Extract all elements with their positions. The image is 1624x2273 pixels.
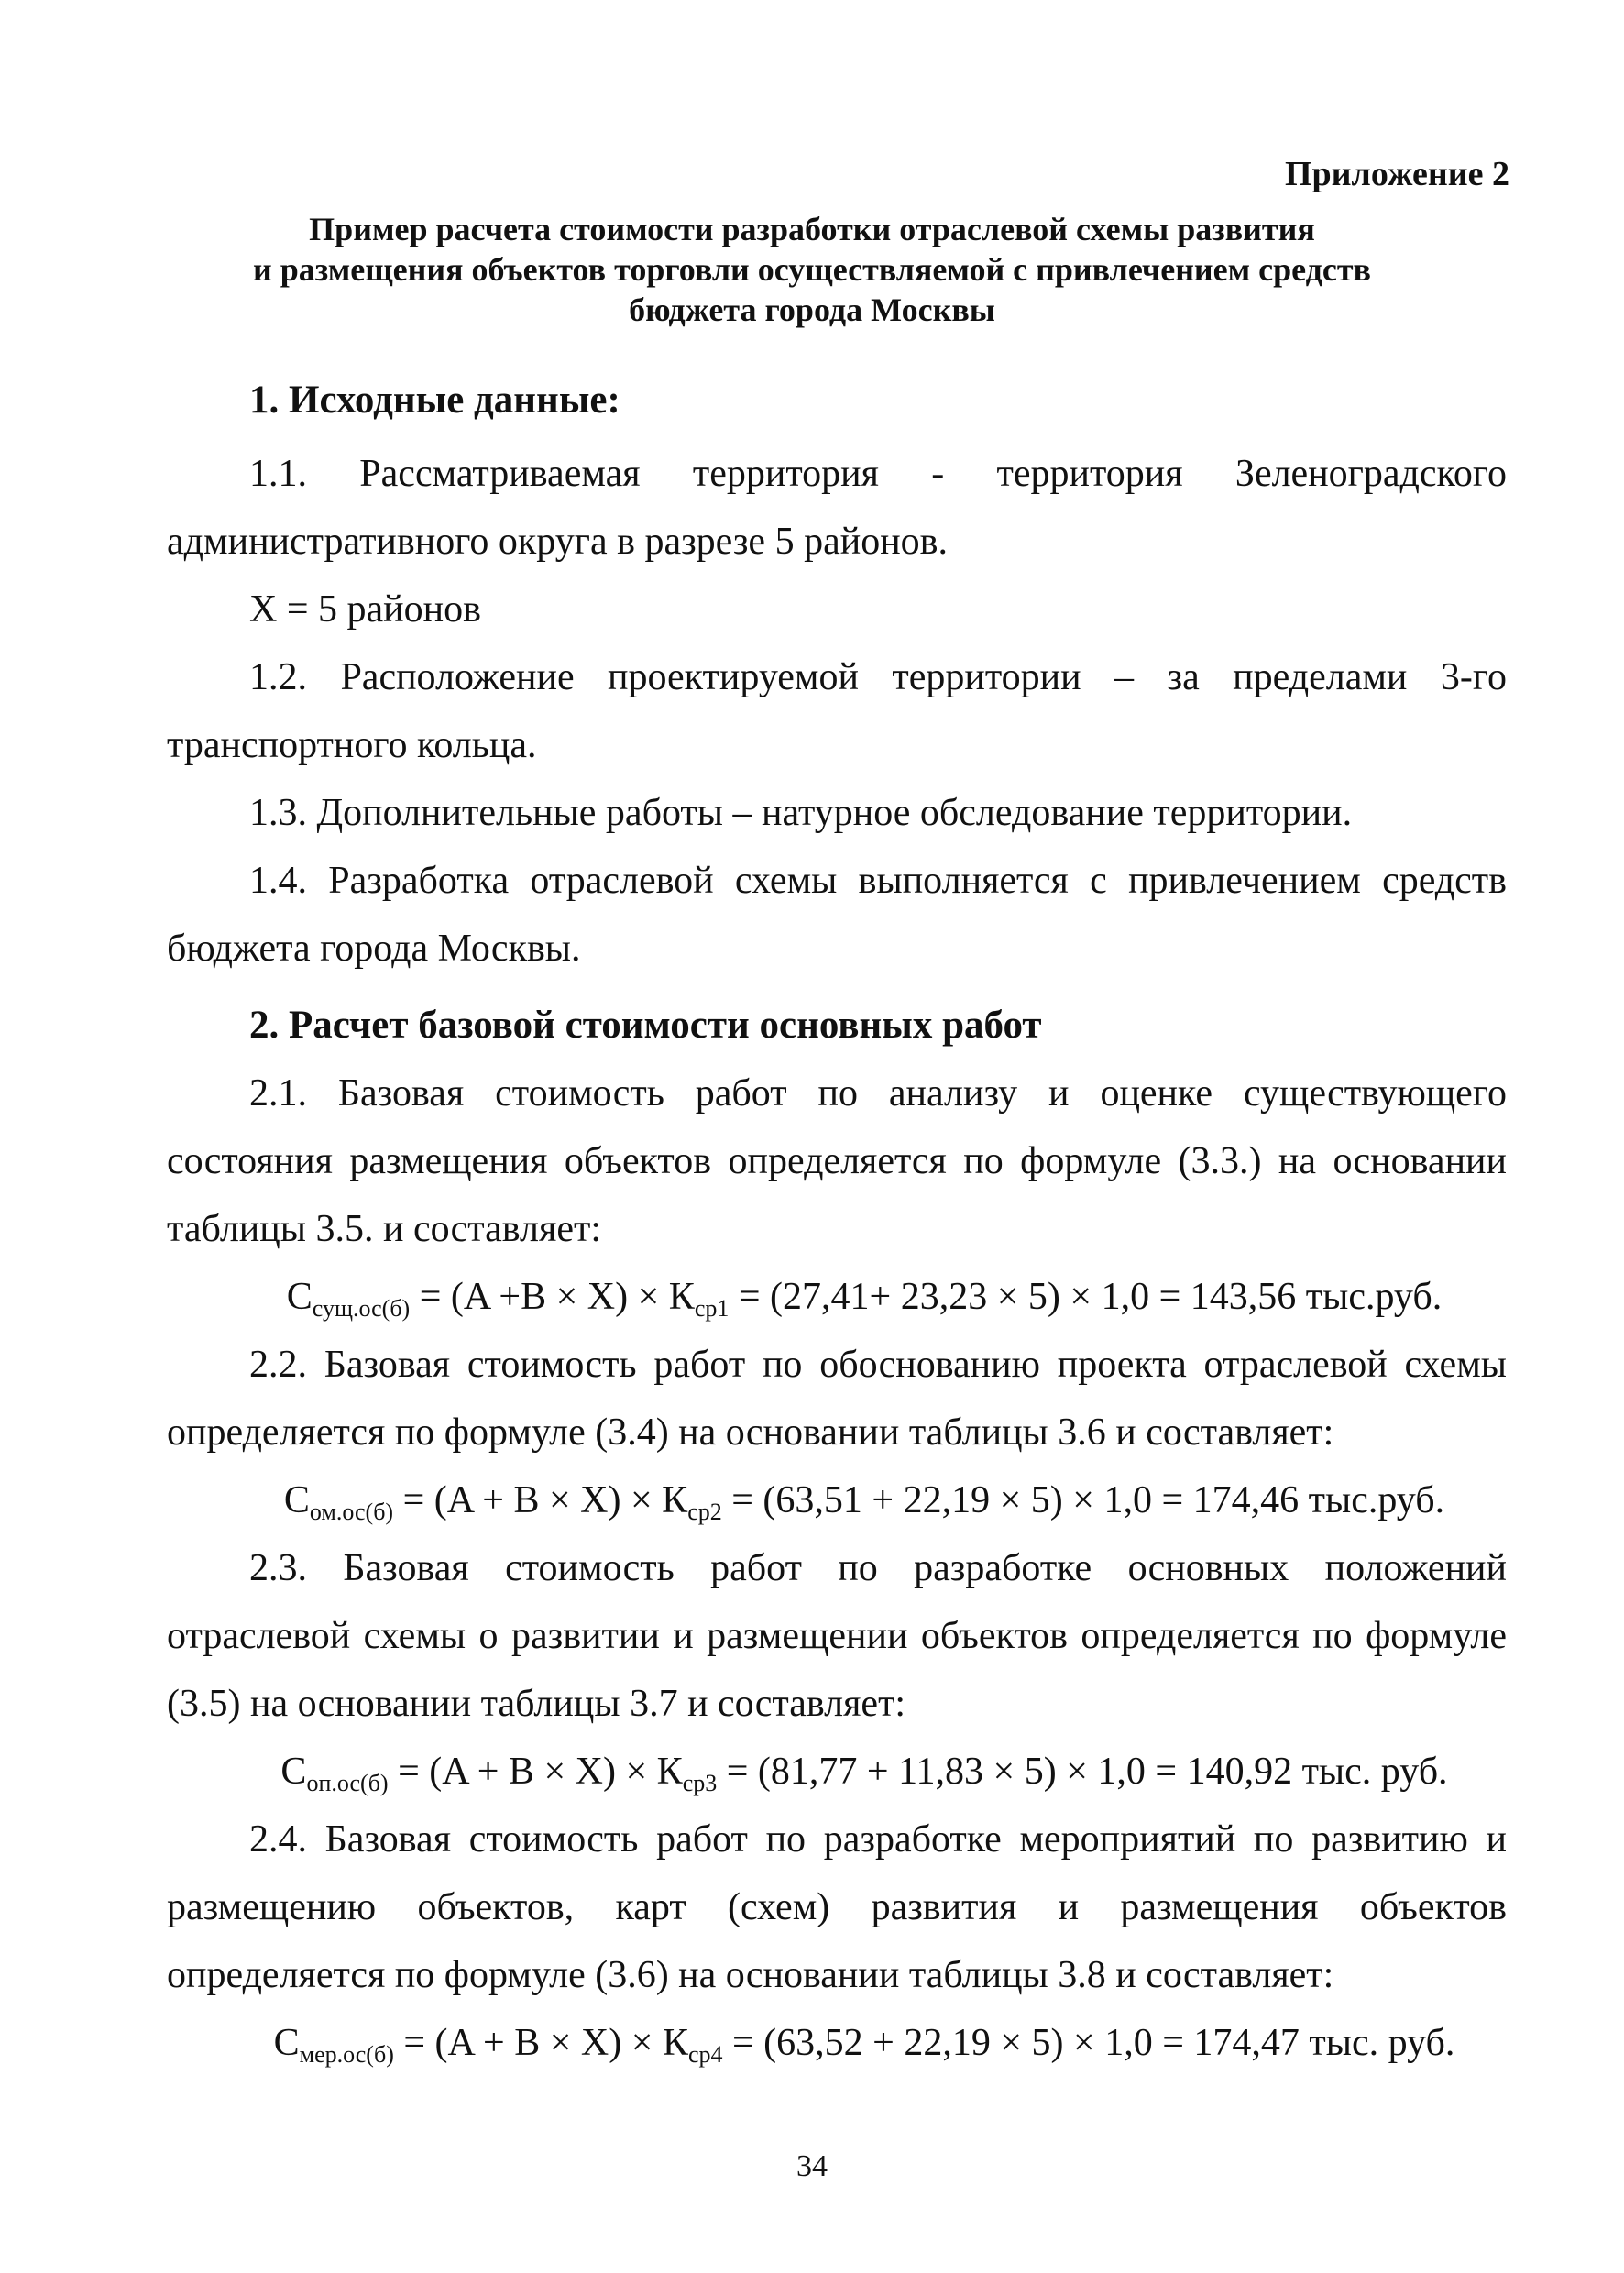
paragraph: 2.4. Базовая стоимость работ по разработке мероприятий по развитию и размещению объектов, карт (схем) развития и размещения объектов определяется по формуле (3.6) на основании таблицы 3.8 и составляет: [167,1818,1507,1996]
paragraph: 1.4. Разработка отраслевой схемы выполняется с привлечением средств бюджета города Москвы. [167,860,1507,970]
document-title [0,209,1624,330]
paragraph: 2.1. Базовая стоимость работ по анализу и оценке существующего состояния размещения объектов определяется по формуле (3.3.) на основании таблицы 3.5. и составляет: [167,1072,1507,1250]
title-line: Пример расчета стоимости разработки отраслевой схемы развития [309,211,1315,247]
formula: $С_{мер.ос(б)} = (A + B \times X) \times К_{ср4} = (63,52 + 22,19 \times 5) \times 1,0 = 174,47$ тыс. руб. [273,2022,1455,2068]
document-body [167,367,1507,2077]
section-heading: 2. Расчет базовой стоимости основных работ [249,1004,1042,1047]
formula: $С_{оп.ос(б)} = (A + B \times X) \times К_{ср3} = (81,77 + 11,83 \times 5) \times 1,0 = 140,92$ тыс. руб. [280,1751,1448,1796]
title-line: и размещения объектов торговли осуществляемой с привлечением средств [252,251,1371,288]
appendix-label: Приложение 2 [1284,155,1509,193]
section-heading: 1. Исходные данные: [249,379,620,422]
page-number: 34 [796,2149,828,2183]
formula: $С_{сущ.ос(б)} = (A +B \times X) \times К_{ср1} = (27,41+ 23,23 \times 5) \times 1,0 = 143,56$ тыс.руб. [286,1276,1443,1322]
paragraph: 2.3. Базовая стоимость работ по разработке основных положений отраслевой схемы о развитии и размещении объектов определяется по формуле (3.5) на основании таблицы 3.7 и составляет: [167,1547,1507,1725]
formula: $С_{ом.ос(б)} = (A + B \times X) \times К_{ср2} = (63,51 + 22,19 \times 5) \times 1,0 = 174,46$ тыс.руб. [283,1479,1445,1525]
paragraph: 1.3. Дополнительные работы – натурное обследование территории. [249,792,1353,834]
paragraph: 1.1. Рассматриваемая территория - территория Зеленоградского административного округа в разрезе 5 районов. [167,453,1507,563]
paragraph: X = 5 районов [249,588,481,631]
paragraph: 2.2. Базовая стоимость работ по обоснованию проекта отраслевой схемы определяется по формуле (3.4) на основании таблицы 3.6 и составляет: [167,1344,1507,1454]
title-line: бюджета города Москвы [629,291,995,328]
paragraph: 1.2. Расположение проектируемой территории – за пределами 3-го транспортного кольца. [167,656,1507,766]
